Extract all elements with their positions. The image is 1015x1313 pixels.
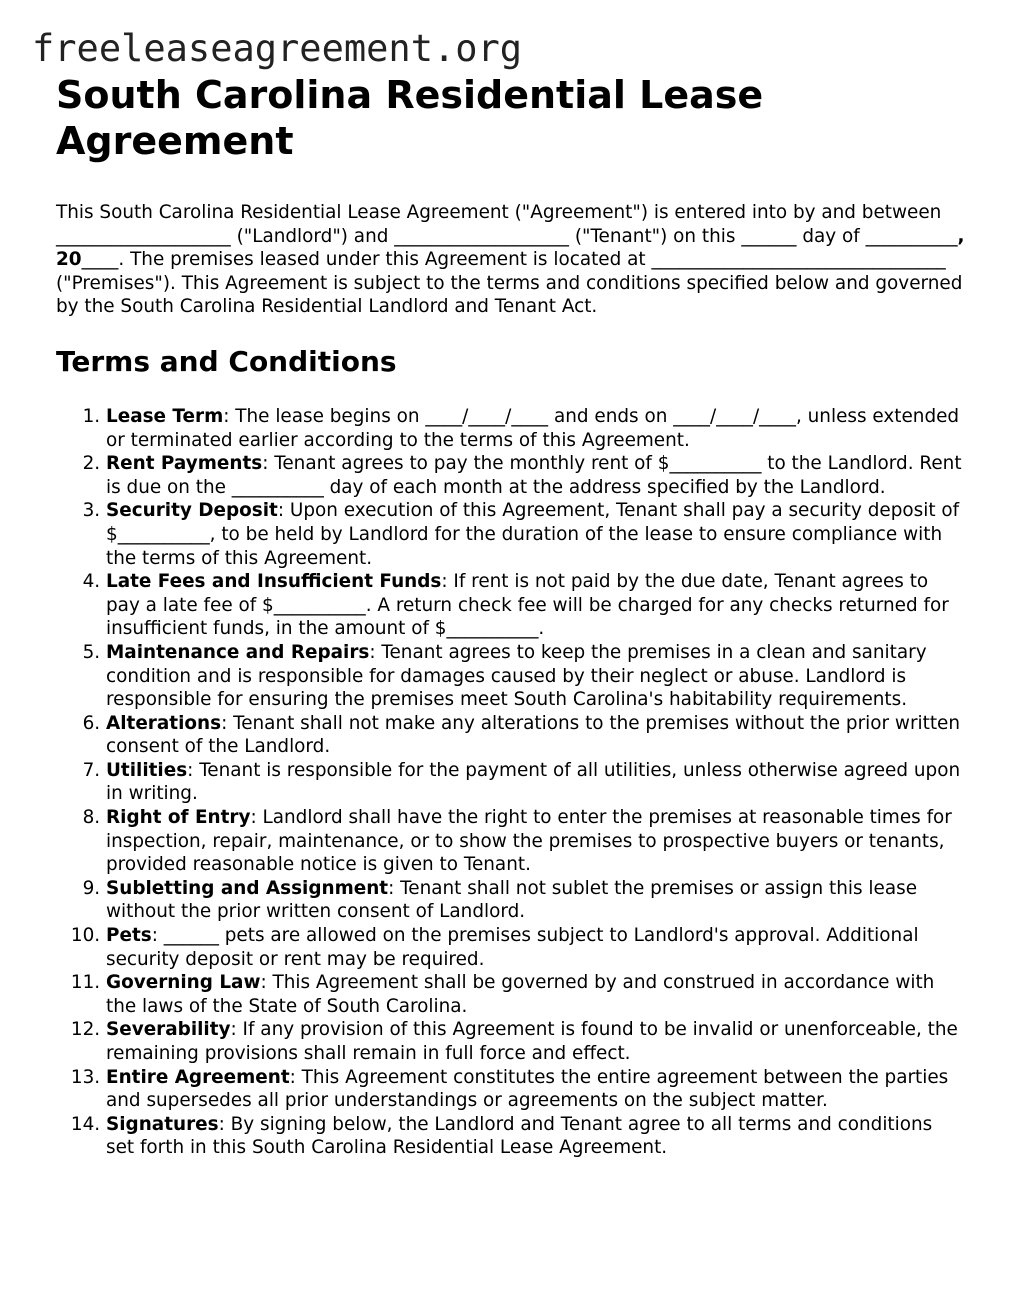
term-text: : Tenant agrees to keep the premises in a clean and sanitary condition and is responsible for damages caused by their neglect or abuse. Landlord is responsible for ensuring the premises meet South Carolina's habitability requirements. xyxy=(106,641,927,711)
list-item xyxy=(106,1018,966,1065)
tenant-name-blank: ___________________ xyxy=(394,225,569,247)
term-title: Severability xyxy=(106,1019,231,1041)
term-text: : Tenant shall not make any alterations to the premises without the prior written consent of the Landlord. xyxy=(106,712,961,758)
list-item xyxy=(106,570,966,641)
intro-text: day of xyxy=(796,225,866,247)
list-item xyxy=(106,712,966,759)
term-title: Security Deposit xyxy=(106,500,278,522)
term-text: : Upon execution of this Agreement, Tenant shall pay a security deposit of $__________, to be held by Landlord for the duration of the lease to ensure compliance with the terms of this Agreement. xyxy=(106,500,960,569)
day-blank: ______ xyxy=(741,225,797,247)
list-item xyxy=(106,641,966,712)
list-item xyxy=(106,452,966,499)
term-title: Rent Payments xyxy=(106,453,263,475)
term-text: : This Agreement constitutes the entire agreement between the parties and supersedes all prior understandings or agreements on the subject matter. xyxy=(106,1066,949,1112)
intro-paragraph xyxy=(56,201,966,319)
list-item xyxy=(106,759,966,806)
term-text: : Landlord shall have the right to enter the premises at reasonable times for inspection, repair, maintenance, or to show the premises to prospective buyers or tenants, provided reasonable notice is given to Tenant. xyxy=(106,807,952,876)
list-item xyxy=(106,499,966,570)
intro-text: ("Premises"). This Agreement is subject to the terms and conditions specified below and governed by the South Carolina Residential Landlord and Tenant Act. xyxy=(56,272,963,318)
premises-address-blank: ________________________________ xyxy=(651,249,946,271)
term-title: Right of Entry xyxy=(106,807,251,829)
term-title: Late Fees and Insufficient Funds xyxy=(106,571,442,593)
landlord-name-blank: ___________________ xyxy=(56,225,231,247)
term-text: : Tenant agrees to pay the monthly rent of $__________ to the Landlord. Rent is due on the __________ day of each month at the address specified by the Landlord. xyxy=(106,453,962,498)
term-title: Governing Law xyxy=(106,972,261,994)
term-title: Maintenance and Repairs xyxy=(106,641,370,663)
term-title: Entire Agreement xyxy=(106,1066,290,1088)
term-text: : Tenant is responsible for the payment of all utilities, unless otherwise agreed upon in writing. xyxy=(106,759,961,805)
list-item xyxy=(106,924,966,971)
site-watermark: freeleaseagreement.org xyxy=(32,27,523,70)
year-blank: ____ xyxy=(81,249,119,271)
section-heading: Terms and Conditions xyxy=(56,344,397,378)
intro-text: This South Carolina Residential Lease Agreement ("Agreement") is entered into by and between xyxy=(56,202,942,223)
list-item xyxy=(106,1066,966,1113)
list-item xyxy=(106,877,966,924)
term-title: Pets xyxy=(106,925,152,947)
lease-document xyxy=(56,72,966,1160)
term-text: : Tenant shall not sublet the premises or assign this lease without the prior written consent of Landlord. xyxy=(106,877,918,923)
term-title: Subletting and Assignment xyxy=(106,877,389,899)
year-prefix: , 20 xyxy=(56,225,965,271)
term-title: Lease Term xyxy=(106,405,224,427)
list-item xyxy=(106,1113,966,1160)
list-item xyxy=(106,806,966,877)
list-item xyxy=(106,405,966,452)
intro-text: . The premises leased under this Agreement is located at xyxy=(118,249,652,271)
intro-text: ("Landlord") and xyxy=(230,225,395,247)
list-item xyxy=(106,971,966,1018)
term-text: : This Agreement shall be governed by and construed in accordance with the laws of the State of South Carolina. xyxy=(106,972,935,1017)
month-blank: __________ xyxy=(865,225,958,247)
intro-text: ("Tenant") on this xyxy=(568,225,742,247)
term-text: : If any provision of this Agreement is found to be invalid or unenforceable, the remaining provisions shall remain in full force and effect. xyxy=(106,1019,958,1064)
document-title: South Carolina Residential Lease Agreement xyxy=(56,73,764,163)
term-title: Alterations xyxy=(106,712,222,734)
term-title: Signatures xyxy=(106,1113,219,1135)
term-text: : By signing below, the Landlord and Tenant agree to all terms and conditions set forth in this South Carolina Residential Lease Agreement. xyxy=(106,1113,933,1159)
term-text: : The lease begins on ____/____/____ and ends on ____/____/____, unless extended or terminated earlier according to the terms of this Agreement. xyxy=(106,405,960,451)
term-text: : ______ pets are allowed on the premises subject to Landlord's approval. Additional security deposit or rent may be required. xyxy=(106,925,919,970)
terms-list xyxy=(56,405,966,1160)
term-text: : If rent is not paid by the due date, Tenant agrees to pay a late fee of $__________. A return check fee will be charged for any checks returned for insufficient funds, in the amount of $__________. xyxy=(106,571,949,640)
term-title: Utilities xyxy=(106,759,188,781)
